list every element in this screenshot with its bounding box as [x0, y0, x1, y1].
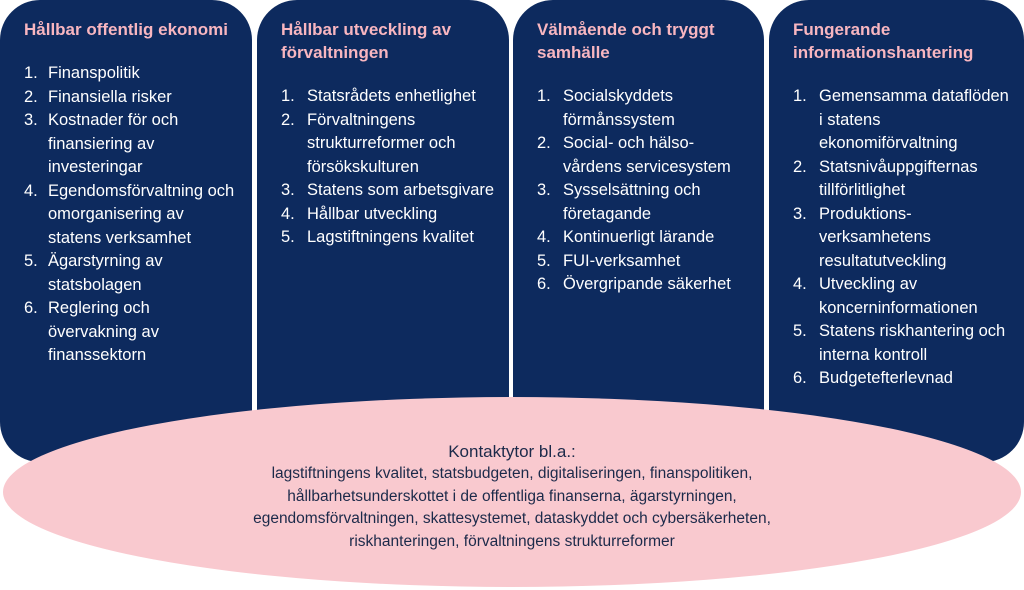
column-list [793, 85, 1010, 391]
item-text: Statsnivåuppgifternas tillförlitlighet [819, 157, 978, 199]
item-text: FUI-verksamhet [563, 251, 681, 270]
item-number: 1. [281, 87, 295, 105]
list-item [537, 226, 750, 250]
list-item [281, 179, 495, 203]
list-item [793, 203, 1010, 274]
list-item [281, 109, 495, 180]
column-list [537, 85, 750, 297]
item-text: Reglering och övervakning av finanssektorn [48, 299, 159, 364]
item-number: 2. [793, 157, 807, 176]
item-number: 4. [24, 181, 38, 200]
item-text: Ägarstyrning av statsbolagen [48, 252, 163, 294]
column-wellbeing-safe-society [513, 0, 764, 462]
column-title: Hållbar utveckling av förvaltningen [281, 20, 452, 62]
item-number: 4. [537, 228, 551, 246]
item-text: Egendomsförvaltning och omorganisering av statens verksamhet [48, 181, 235, 247]
column-list [24, 62, 238, 368]
contact-ellipse [3, 397, 1021, 587]
column-title: Hållbar offentlig ekonomi [24, 20, 229, 39]
list-item [793, 85, 1010, 156]
list-item [793, 273, 1010, 320]
item-number: 1. [793, 87, 807, 105]
column-title: Fungerande informationshantering [793, 20, 974, 62]
item-number: 5. [281, 228, 295, 246]
list-item [24, 109, 238, 180]
column-list [281, 85, 495, 250]
list-item [793, 367, 1010, 391]
list-item [24, 62, 238, 86]
item-text: Finansiella risker [48, 87, 172, 106]
contact-title: Kontaktytor bl.a.: [448, 442, 576, 461]
list-item [24, 86, 238, 110]
item-number: 4. [793, 275, 807, 293]
contact-line: hållbarhetsunderskottet i de offentliga finanserna, ägarstyrningen, [287, 487, 737, 505]
column-sustainable-public-economy [0, 0, 252, 462]
list-item [281, 226, 495, 250]
item-text: Kostnader för och finansiering av investeringar [48, 111, 179, 176]
item-text: Hållbar utveckling [307, 204, 438, 223]
item-number: 2. [281, 110, 295, 129]
list-item [24, 180, 238, 251]
item-number: 2. [537, 134, 551, 152]
item-number: 3. [537, 181, 551, 199]
list-item [281, 85, 495, 109]
item-text: Statens som arbetsgivare [307, 181, 495, 199]
item-number: 1. [24, 64, 38, 82]
item-number: 1. [537, 87, 551, 105]
list-item [537, 85, 750, 132]
item-number: 5. [24, 252, 38, 270]
item-text: Finanspolitik [48, 64, 140, 82]
item-text: Budgetefterlevnad [819, 369, 953, 387]
list-item [281, 203, 495, 227]
list-item [24, 297, 238, 368]
list-item [793, 320, 1010, 367]
item-number: 2. [24, 87, 38, 106]
list-item [537, 250, 750, 274]
list-item [24, 250, 238, 297]
item-number: 3. [793, 204, 807, 223]
contact-line: lagstiftningens kvalitet, statsbudgeten, digitaliseringen, finanspolitiken, [271, 465, 753, 482]
item-text: Statens riskhantering och interna kontroll [819, 322, 1006, 364]
item-text: Socialskyddets förmånssystem [563, 87, 675, 129]
item-text: Social- och hälso- vårdens servicesystem [563, 134, 731, 176]
item-number: 4. [281, 204, 295, 223]
item-number: 3. [281, 181, 295, 199]
column-title: Välmående och tryggt samhälle [537, 20, 715, 62]
item-text: Lagstiftningens kvalitet [307, 228, 474, 246]
list-item [537, 179, 750, 226]
item-text: Utveckling av koncerninformationen [819, 275, 978, 317]
item-text: Gemensamma dataflöden i statens ekonomiförvaltning [819, 87, 1009, 152]
contact-lines [3, 463, 1021, 553]
item-text: Produktions- verksamhetens resultatutveckling [819, 204, 947, 270]
column-information-management [769, 0, 1024, 462]
item-text: Statsrådets enhetlighet [307, 87, 476, 105]
item-number: 5. [793, 322, 807, 340]
item-number: 5. [537, 251, 551, 270]
item-text: Förvaltningens strukturreformer och försökskulturen [307, 110, 456, 176]
item-number: 6. [793, 369, 807, 387]
list-item [793, 156, 1010, 203]
contact-line: egendomsförvaltningen, skattesystemet, dataskyddet och cybersäkerheten, [253, 510, 771, 527]
item-number: 6. [537, 275, 551, 293]
item-text: Sysselsättning och företagande [563, 181, 701, 223]
item-text: Kontinuerligt lärande [563, 228, 715, 246]
contact-line: riskhanteringen, förvaltningens strukturreformer [349, 532, 675, 550]
list-item [537, 273, 750, 297]
list-item [537, 132, 750, 179]
item-text: Övergripande säkerhet [563, 275, 731, 293]
column-sustainable-administration [257, 0, 509, 462]
item-number: 3. [24, 111, 38, 129]
item-number: 6. [24, 299, 38, 317]
